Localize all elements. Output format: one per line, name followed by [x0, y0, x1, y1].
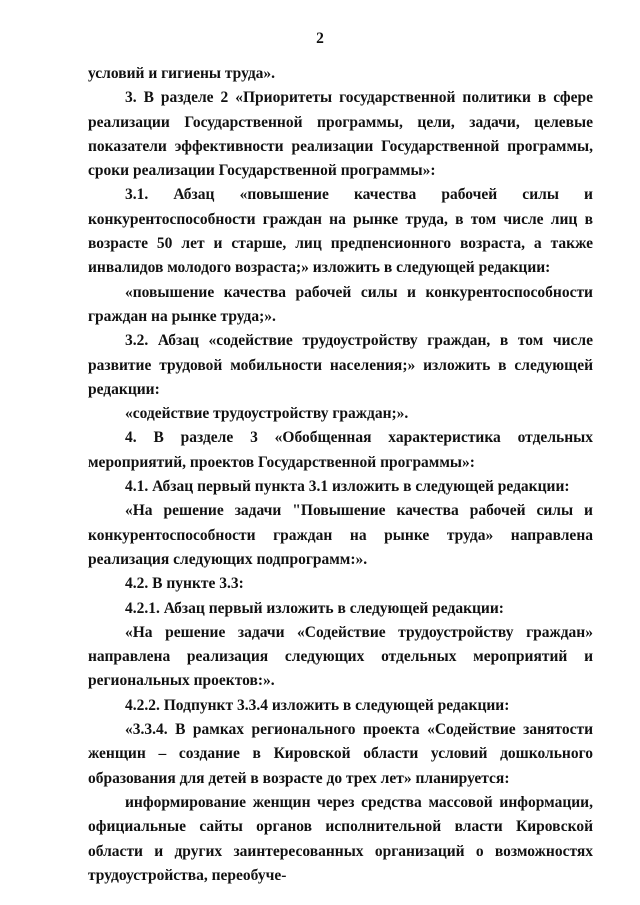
- paragraph-item-3-2-new-text: «содействие трудоустройству граждан;».: [125, 405, 409, 423]
- paragraph-item-3-1-new-text: «повышение качества рабочей силы и конкурентоспособности граждан на рынке труда;».: [88, 283, 593, 325]
- paragraph-item-3-3-4: «3.3.4. В рамках регионального проекта «Содействие занятости женщин – создание в Кировской области условий дошкольного образования для детей в возрасте до трех лет» планируется:: [88, 721, 593, 787]
- document-body: [88, 62, 593, 888]
- paragraph-item-4-2: 4.2. В пункте 3.3:: [125, 575, 244, 593]
- paragraph-item-4-2-1: 4.2.1. Абзац первый изложить в следующей редакции:: [125, 599, 504, 617]
- paragraph-informing: информирование женщин через средства массовой информации, официальные сайты органов исполнительной власти Кировской области и других заинтересованных организаций о возможностях трудоустройства, переобуче-: [88, 793, 593, 884]
- page-number: 2: [316, 30, 324, 47]
- paragraph-item-4-1-new-text: «На решение задачи "Повышение качества рабочей силы и конкурентоспособности граждан на рынке труда» направлена реализация следующих подпрограмм:».: [88, 502, 593, 568]
- paragraph-item-4-1: 4.1. Абзац первый пункта 3.1 изложить в следующей редакции:: [125, 478, 570, 496]
- paragraph-item-4-2-2: 4.2.2. Подпункт 3.3.4 изложить в следующей редакции:: [125, 696, 510, 714]
- paragraph-item-4-2-1-new-text: «На решение задачи «Содействие трудоустройству граждан» направлена реализация следующих отдельных мероприятий и региональных проектов:».: [88, 623, 593, 690]
- paragraph-item-3-2: 3.2. Абзац «содействие трудоустройству граждан, в том числе развитие трудовой мобильности населения;» изложить в следующей редакции:: [88, 332, 593, 398]
- paragraph-section-3: 4. В разделе 3 «Обобщенная характеристика отдельных мероприятий, проектов Государственной программы»:: [88, 429, 593, 471]
- paragraph-item-3-1: 3.1. Абзац «повышение качества рабочей силы и конкурентоспособности граждан на рынке труда, в том числе лиц в возрасте 50 лет и старше, лиц предпенсионного возраста, а также инвалидов молодого возраста;» изложить в следующей редакции:: [88, 186, 593, 277]
- paragraph-continuation: условий и гигиены труда».: [88, 65, 276, 82]
- paragraph-section-2: 3. В разделе 2 «Приоритеты государственной политики в сфере реализации Государственной программы, цели, задачи, целевые показатели эффективности реализации Государственной программы, сроки реализации Государственной программы»:: [88, 89, 593, 180]
